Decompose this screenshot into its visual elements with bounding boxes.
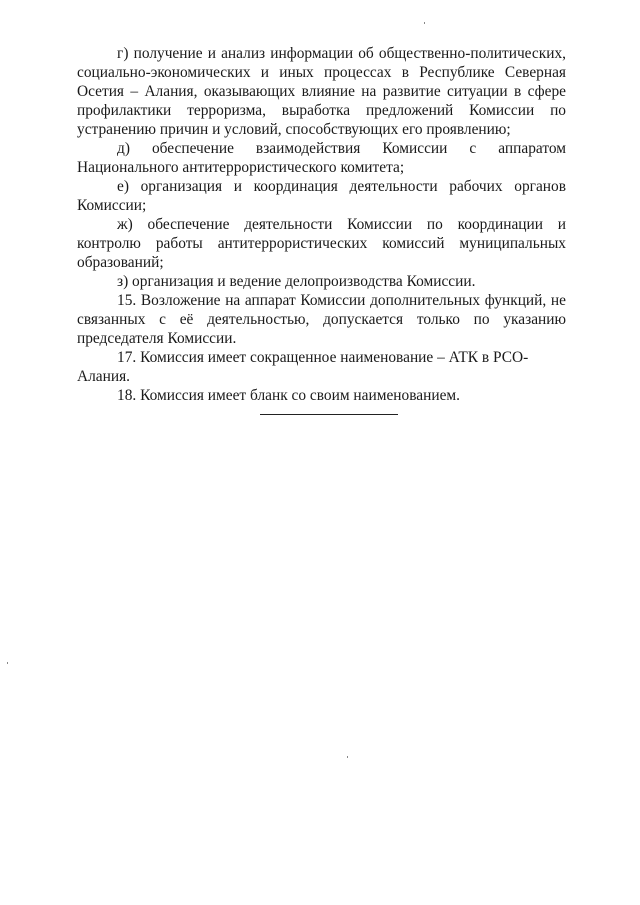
paragraph-e: е) организация и координация деятельности рабочих органов Комиссии;: [77, 178, 566, 214]
document-body: [77, 44, 566, 405]
paragraph-g: г) получение и анализ информации об общественно-политических, социально-экономических и иных процессах в Республике Северная Осетия – Алания, оказывающих влияние на развитие ситуации в сфере профилактики терроризма, выработка предложений Комиссии по устранению причин и условий, способствующих его проявлению;: [77, 45, 566, 138]
scan-speck: [424, 22, 425, 24]
paragraph-17: 17. Комиссия имеет сокращенное наименование – АТК в РСО-Алания.: [77, 349, 529, 385]
scan-speck: [7, 662, 8, 664]
paragraph-z: з) организация и ведение делопроизводства Комиссии.: [117, 273, 476, 290]
paragraph-18: 18. Комиссия имеет бланк со своим наименованием.: [117, 387, 460, 404]
end-separator-line: [260, 414, 398, 415]
paragraph-zh: ж) обеспечение деятельности Комиссии по координации и контролю работы антитеррористических комиссий муниципальных образований;: [77, 216, 566, 271]
paragraph-d: д) обеспечение взаимодействия Комиссии с аппаратом Национального антитеррористического комитета;: [77, 140, 566, 176]
scan-speck: [347, 756, 348, 758]
paragraph-15: 15. Возложение на аппарат Комиссии дополнительных функций, не связанных с её деятельностью, допускается только по указанию председателя Комиссии.: [77, 292, 566, 347]
